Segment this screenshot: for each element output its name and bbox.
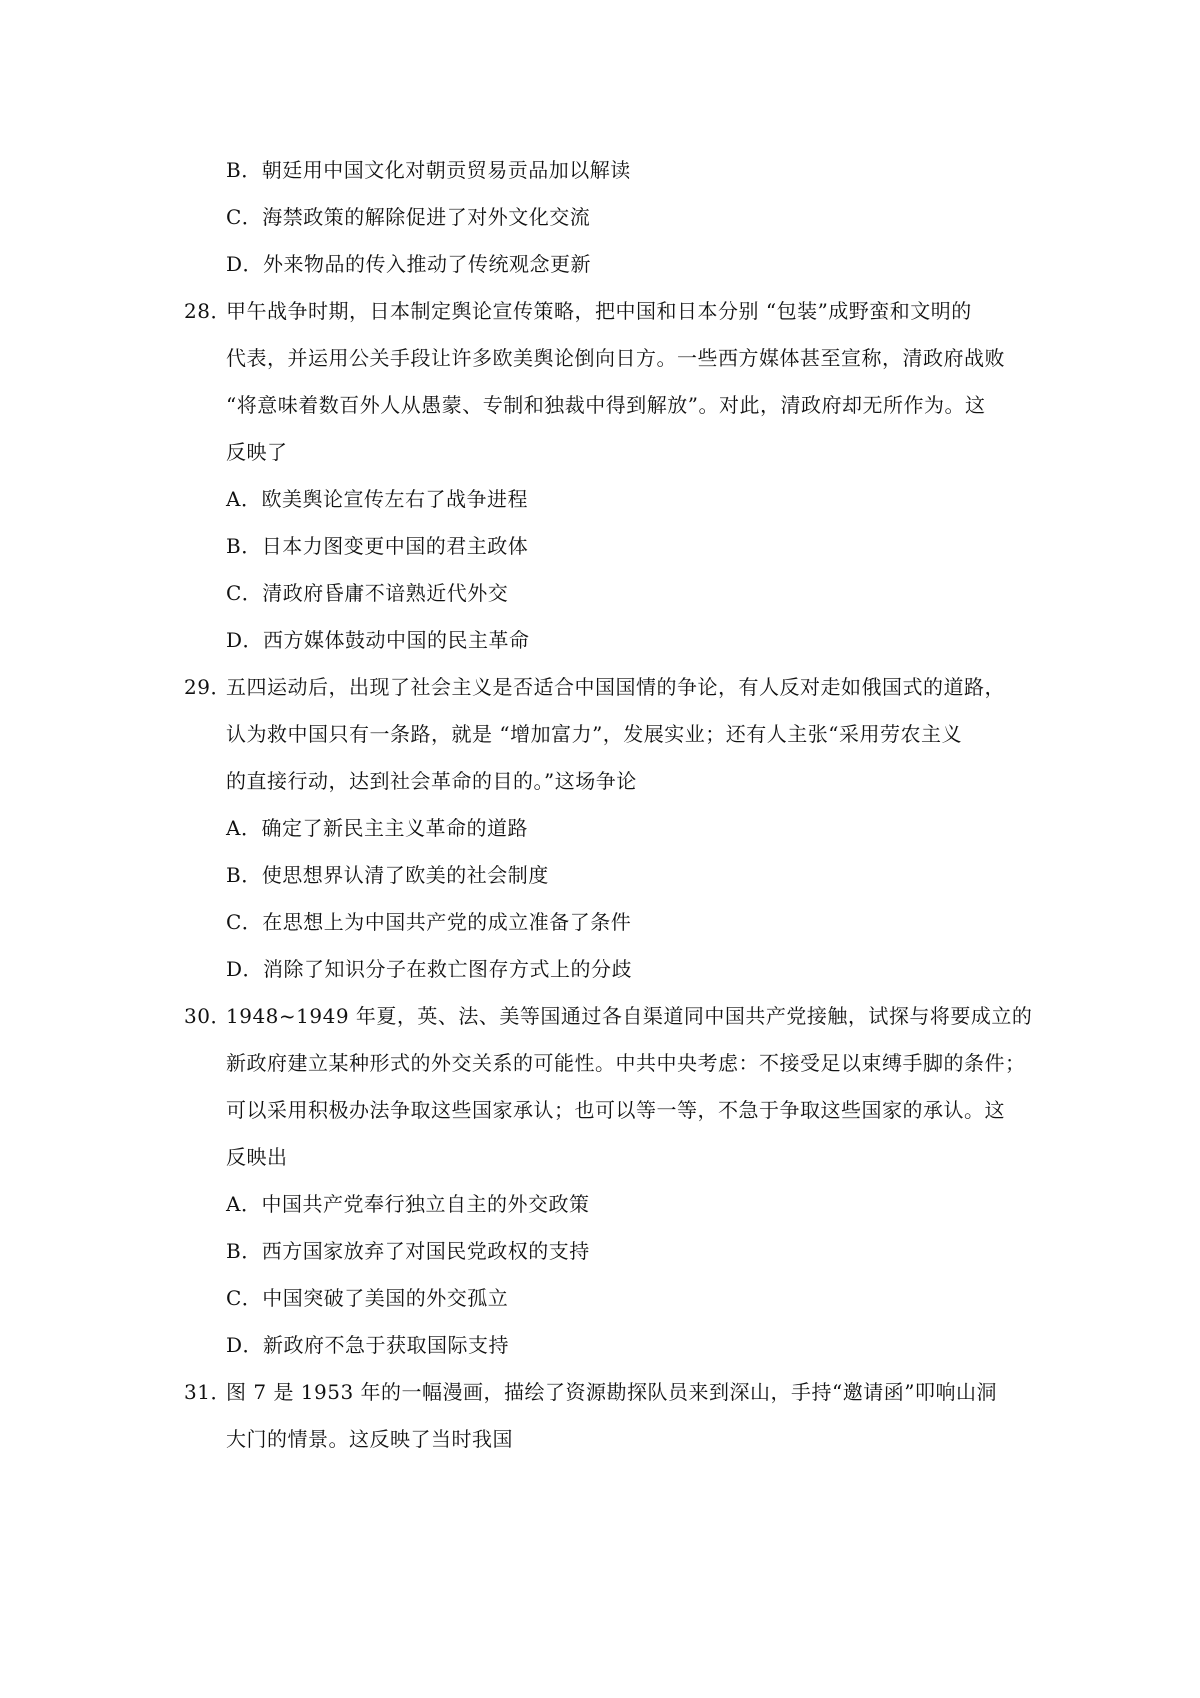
q28-stem-line-3: “将意味着数百外人从愚蒙、专制和独裁中得到解放”。对此，清政府却无所作为。这 xyxy=(226,393,986,417)
q29-stem-line-2: 认为救中国只有一条路，就是 “增加富力”，发展实业；还有人主张“采用劳农主义 xyxy=(226,722,963,746)
q28-number: 28． xyxy=(184,299,231,323)
q30-stem-line-1: 1948~1949 年夏，英、法、美等国通过各自渠道同中国共产党接触，试探与将要成立的 xyxy=(226,1004,1033,1028)
q31-number: 31． xyxy=(184,1380,231,1404)
q30-option-a: A．中国共产党奉行独立自主的外交政策 xyxy=(226,1192,590,1216)
q28-option-c: C．清政府昏庸不谙熟近代外交 xyxy=(226,581,509,605)
q29-number: 29． xyxy=(184,675,231,699)
q31-stem-line-1: 图 7 是 1953 年的一幅漫画，描绘了资源勘探队员来到深山，手持“邀请函”叩响山洞 xyxy=(226,1380,998,1404)
q30-option-d: D．新政府不急于获取国际支持 xyxy=(226,1333,510,1357)
q29-option-b: B．使思想界认清了欧美的社会制度 xyxy=(226,863,549,887)
q29-option-c: C．在思想上为中国共产党的成立准备了条件 xyxy=(226,910,632,934)
q29-stem-line-3: 的直接行动，达到社会革命的目的。”这场争论 xyxy=(226,769,637,793)
q28-option-a: A．欧美舆论宣传左右了战争进程 xyxy=(226,487,528,511)
q30-stem-line-4: 反映出 xyxy=(226,1145,288,1169)
q27-option-b: B．朝廷用中国文化对朝贡贸易贡品加以解读 xyxy=(226,158,631,182)
q29-option-d: D．消除了知识分子在救亡图存方式上的分歧 xyxy=(226,957,633,981)
q29-stem-line-1: 五四运动后，出现了社会主义是否适合中国国情的争论，有人反对走如俄国式的道路， xyxy=(226,675,1005,699)
q28-stem-line-4: 反映了 xyxy=(226,440,288,464)
q31-stem-line-2: 大门的情景。这反映了当时我国 xyxy=(226,1427,513,1451)
q30-option-b: B．西方国家放弃了对国民党政权的支持 xyxy=(226,1239,590,1263)
q30-number: 30． xyxy=(184,1004,231,1028)
q30-stem-line-2: 新政府建立某种形式的外交关系的可能性。中共中央考虑：不接受足以束缚手脚的条件； xyxy=(226,1051,1026,1075)
q27-option-c: C．海禁政策的解除促进了对外文化交流 xyxy=(226,205,591,229)
q27-option-d: D．外来物品的传入推动了传统观念更新 xyxy=(226,252,592,276)
q28-option-b: B．日本力图变更中国的君主政体 xyxy=(226,534,529,558)
q29-option-a: A．确定了新民主主义革命的道路 xyxy=(226,816,528,840)
q30-stem-line-3: 可以采用积极办法争取这些国家承认；也可以等一等，不急于争取这些国家的承认。这 xyxy=(226,1098,1005,1122)
q28-stem-line-2: 代表，并运用公关手段让许多欧美舆论倒向日方。一些西方媒体甚至宣称，清政府战败 xyxy=(226,346,1005,370)
q30-option-c: C．中国突破了美国的外交孤立 xyxy=(226,1286,509,1310)
q28-stem-line-1: 甲午战争时期，日本制定舆论宣传策略，把中国和日本分别 “包装”成野蛮和文明的 xyxy=(226,299,972,323)
q28-option-d: D．西方媒体鼓动中国的民主革命 xyxy=(226,628,530,652)
